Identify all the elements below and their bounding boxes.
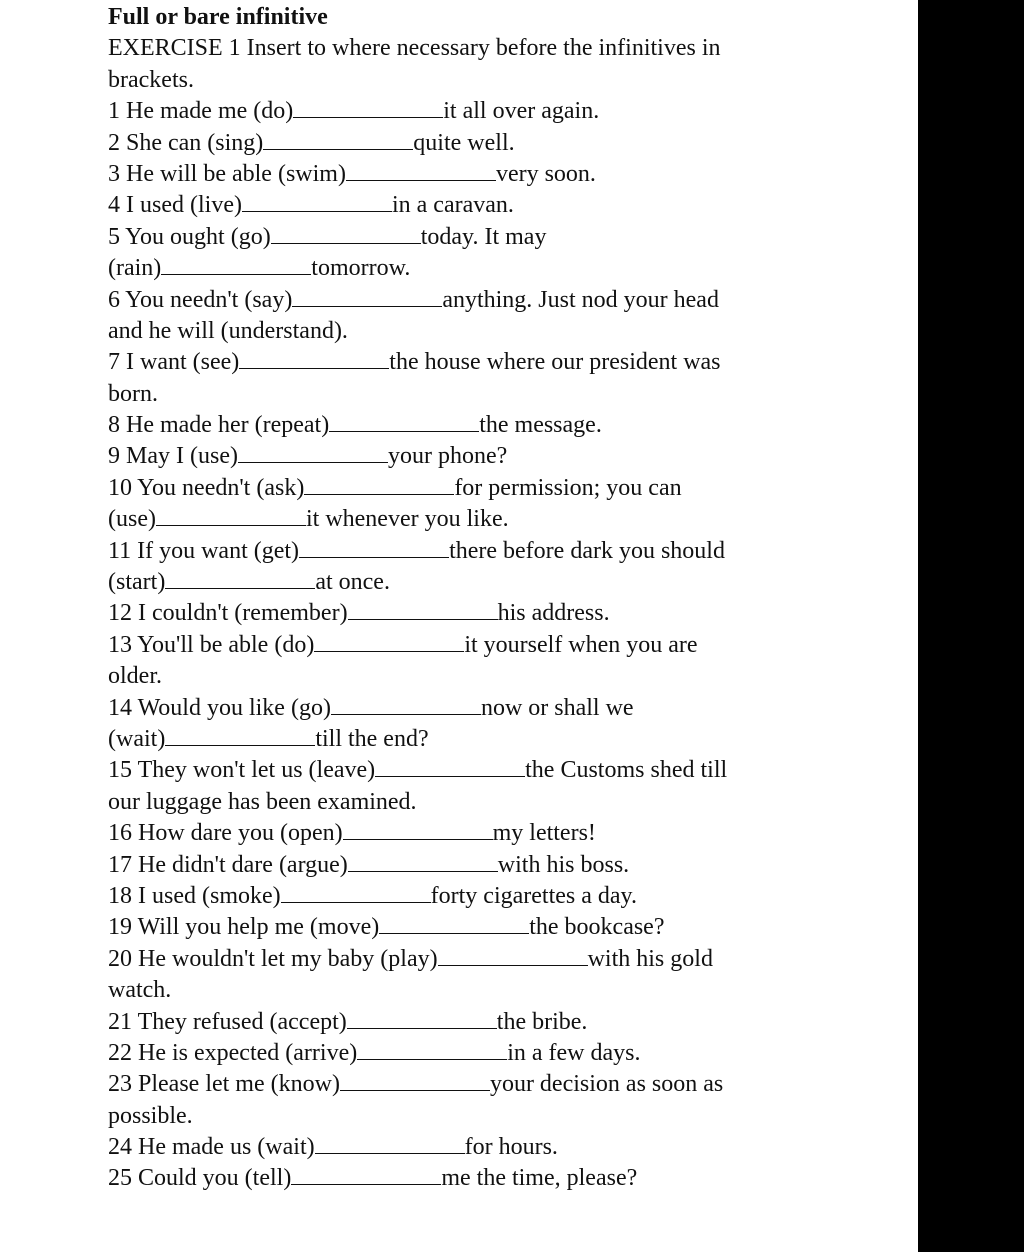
sentence-continuation: the Customs shed till: [525, 757, 728, 784]
exercise-line: [108, 379, 908, 410]
answer-blank[interactable]: [357, 1058, 507, 1060]
answer-blank[interactable]: [438, 964, 588, 966]
exercise-line: [108, 222, 908, 253]
continuation-text: older.: [108, 663, 162, 690]
exercise-line: [108, 96, 908, 127]
sentence-continuation: for hours.: [464, 1134, 558, 1161]
instruction-line: EXERCISE 1 Insert to where necessary before the infinitives in: [108, 35, 721, 62]
sentence-continuation: for permission; you can: [454, 474, 682, 501]
sentence-continuation: tomorrow.: [311, 255, 411, 282]
prompt-text: 4 I used (live): [108, 192, 242, 219]
answer-blank[interactable]: [242, 210, 392, 212]
exercise-line: [108, 504, 908, 535]
exercise-line: [108, 441, 908, 472]
answer-blank[interactable]: [281, 901, 431, 903]
prompt-text: 22 He is expected (arrive): [108, 1039, 358, 1066]
answer-blank[interactable]: [293, 116, 443, 118]
continuation-text: our luggage has been examined.: [108, 788, 417, 815]
prompt-text: 14 Would you like (go): [108, 694, 331, 721]
sentence-continuation: in a caravan.: [391, 192, 514, 219]
exercise-line: [108, 724, 908, 755]
prompt-text: 7 I want (see): [108, 349, 240, 376]
answer-blank[interactable]: [314, 650, 464, 652]
sentence-continuation: it all over again.: [443, 98, 600, 125]
sentence-continuation: at once.: [315, 569, 390, 596]
exercise-line: [108, 1101, 908, 1132]
prompt-text: 12 I couldn't (remember): [108, 600, 348, 627]
sentence-continuation: forty cigarettes a day.: [430, 882, 637, 909]
exercise-line: [108, 975, 908, 1006]
sentence-continuation: it whenever you like.: [305, 506, 509, 533]
answer-blank[interactable]: [165, 587, 315, 589]
answer-blank[interactable]: [271, 242, 421, 244]
exercise-line: [108, 473, 908, 504]
prompt-text: 2 She can (sing): [108, 129, 264, 156]
exercise-line: [108, 755, 908, 786]
prompt-text: 15 They won't let us (leave): [108, 757, 376, 784]
exercise-line: [108, 536, 908, 567]
exercise-line: [108, 787, 908, 818]
exercise-line: [108, 881, 908, 912]
exercise-line: [108, 285, 908, 316]
exercise-line: [108, 316, 908, 347]
exercise-line: [108, 630, 908, 661]
exercise-line: [108, 944, 908, 975]
exercise-line: [108, 1132, 908, 1163]
exercise-line: [108, 567, 908, 598]
prompt-text: 13 You'll be able (do): [108, 631, 315, 658]
prompt-text: 19 Will you help me (move): [108, 914, 380, 941]
prompt-text: 5 You ought (go): [108, 223, 271, 250]
sentence-continuation: anything. Just nod your head: [442, 286, 719, 313]
prompt-text: 20 He wouldn't let my baby (play): [108, 945, 438, 972]
sentence-continuation: very soon.: [495, 160, 596, 187]
exercise-line: [108, 1163, 908, 1194]
exercise-line: [108, 1069, 908, 1100]
exercise-list: [108, 96, 908, 1195]
answer-blank[interactable]: [379, 932, 529, 934]
answer-blank[interactable]: [239, 367, 389, 369]
exercise-line: [108, 253, 908, 284]
prompt-text: 11 If you want (get): [108, 537, 300, 564]
sentence-continuation: with his gold: [587, 945, 713, 972]
continuation-text: possible.: [108, 1102, 193, 1129]
answer-blank[interactable]: [299, 556, 449, 558]
prompt-text: 8 He made her (repeat): [108, 412, 330, 439]
sentence-continuation: with his boss.: [497, 851, 630, 878]
prompt-text: 23 Please let me (know): [108, 1071, 340, 1098]
sentence-continuation: your decision as soon as: [489, 1071, 724, 1098]
answer-blank[interactable]: [347, 1027, 497, 1029]
prompt-text: 17 He didn't dare (argue): [108, 851, 348, 878]
sentence-continuation: your phone?: [387, 443, 508, 470]
exercise-line: [108, 661, 908, 692]
exercise-line: [108, 818, 908, 849]
answer-blank[interactable]: [292, 305, 442, 307]
sentence-continuation: the house where our president was: [389, 349, 721, 376]
answer-blank[interactable]: [238, 461, 388, 463]
sentence-continuation: me the time, please?: [441, 1165, 638, 1192]
worksheet-content: [108, 2, 908, 1195]
exercise-line: [108, 347, 908, 378]
sentence-continuation: the bribe.: [496, 1008, 588, 1035]
sentence-continuation: today. It may: [420, 223, 547, 250]
exercise-line: [108, 693, 908, 724]
prompt-text: (start): [108, 569, 166, 596]
exercise-line: [108, 1007, 908, 1038]
answer-blank[interactable]: [348, 618, 498, 620]
prompt-text: 25 Could you (tell): [108, 1165, 292, 1192]
answer-blank[interactable]: [343, 838, 493, 840]
sentence-continuation: the bookcase?: [529, 914, 665, 941]
prompt-text: 3 He will be able (swim): [108, 160, 346, 187]
answer-blank[interactable]: [263, 148, 413, 150]
prompt-text: 6 You needn't (say): [108, 286, 293, 313]
continuation-text: watch.: [108, 977, 172, 1004]
sentence-continuation: my letters!: [492, 820, 596, 847]
exercise-line: [108, 128, 908, 159]
exercise-line: [108, 410, 908, 441]
sentence-continuation: the message.: [479, 412, 602, 439]
sentence-continuation: there before dark you should: [449, 537, 725, 564]
exercise-line: [108, 598, 908, 629]
prompt-text: (use): [108, 506, 156, 533]
prompt-text: 16 How dare you (open): [108, 820, 343, 847]
instruction-line: brackets.: [108, 66, 194, 93]
answer-blank[interactable]: [165, 744, 315, 746]
page-title: Full or bare infinitive: [108, 4, 328, 30]
answer-blank[interactable]: [315, 1152, 465, 1154]
answer-blank[interactable]: [304, 493, 454, 495]
sentence-continuation: it yourself when you are: [464, 631, 698, 658]
sentence-continuation: his address.: [497, 600, 610, 627]
prompt-text: (rain): [108, 255, 162, 282]
prompt-text: 24 He made us (wait): [108, 1134, 315, 1161]
answer-blank[interactable]: [375, 775, 525, 777]
continuation-text: and he will (understand).: [108, 317, 348, 344]
answer-blank[interactable]: [329, 430, 479, 432]
continuation-text: born.: [108, 380, 158, 407]
answer-blank[interactable]: [340, 1089, 490, 1091]
prompt-text: (wait): [108, 725, 166, 752]
prompt-text: 1 He made me (do): [108, 98, 294, 125]
sentence-continuation: in a few days.: [507, 1039, 641, 1066]
sentence-continuation: till the end?: [315, 725, 429, 752]
prompt-text: 18 I used (smoke): [108, 882, 281, 909]
answer-blank[interactable]: [331, 713, 481, 715]
answer-blank[interactable]: [348, 870, 498, 872]
exercise-line: [108, 912, 908, 943]
answer-blank[interactable]: [161, 273, 311, 275]
prompt-text: 9 May I (use): [108, 443, 238, 470]
prompt-text: 21 They refused (accept): [108, 1008, 347, 1035]
answer-blank[interactable]: [156, 524, 306, 526]
exercise-line: [108, 850, 908, 881]
exercise-line: [108, 1038, 908, 1069]
answer-blank[interactable]: [291, 1183, 441, 1185]
prompt-text: 10 You needn't (ask): [108, 474, 305, 501]
answer-blank[interactable]: [346, 179, 496, 181]
exercise-line: [108, 159, 908, 190]
exercise-line: [108, 190, 908, 221]
sentence-continuation: now or shall we: [480, 694, 634, 721]
sentence-continuation: quite well.: [413, 129, 515, 156]
